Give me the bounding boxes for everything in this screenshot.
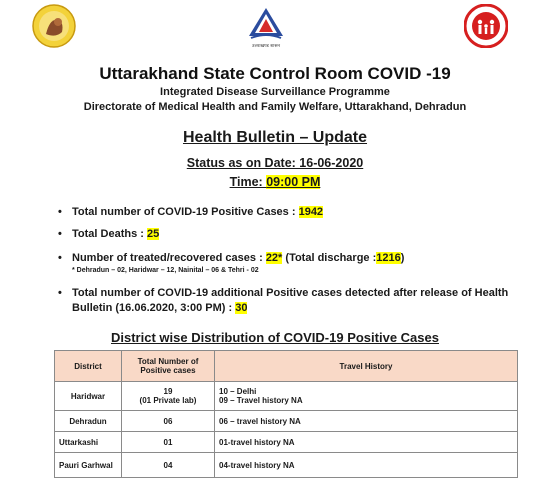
history-cell <box>215 382 518 411</box>
cases-cell: 06 <box>122 411 215 432</box>
additional-value: 30 <box>235 302 248 314</box>
table-row <box>55 432 518 453</box>
district-table <box>54 350 518 478</box>
deaths-label: Total Deaths : <box>72 228 147 240</box>
column-header-district: District <box>55 351 122 382</box>
table-row <box>55 411 518 432</box>
cases-note: (01 Private lab) <box>139 396 197 405</box>
logo-bar <box>0 4 550 50</box>
cases-cell: 01 <box>122 432 215 453</box>
positive-cases-label: Total number of COVID-19 Positive Cases : <box>72 206 299 218</box>
national-health-mission-logo <box>464 4 508 48</box>
recovered-value: 22* <box>265 252 283 264</box>
bulletin-title: Health Bulletin – Update <box>182 129 368 146</box>
discharge-value: 1216 <box>376 252 401 264</box>
control-room-title: Uttarakhand State Control Room COVID -19 <box>99 64 451 83</box>
district-cell: Haridwar <box>55 382 122 411</box>
cases-cell <box>122 382 215 411</box>
history-line: 09 – Travel history NA <box>219 396 303 405</box>
table-row <box>55 453 518 478</box>
history-cell: 01-travel history NA <box>215 432 518 453</box>
deaths-value: 25 <box>146 228 160 240</box>
cases-cell: 04 <box>122 453 215 478</box>
district-cell: Dehradun <box>55 411 122 432</box>
district-cell: Uttarkashi <box>55 432 122 453</box>
emblem-caption: उत्तराखण्ड शासन <box>251 44 281 49</box>
column-header-travel-history: Travel History <box>215 351 518 382</box>
district-table-title: District wise Distribution of COVID-19 Positive Cases <box>111 330 439 345</box>
cases-value: 19 <box>163 387 173 396</box>
directorate-subtitle: Directorate of Medical Health and Family Welfare, Uttarakhand, Dehradun <box>83 101 467 113</box>
uttarakhand-emblem <box>243 4 289 50</box>
additional-label: Total number of COVID-19 additional Positive cases detected after release of Health Bulletin (16.06.2020, 3:00 PM) : <box>72 287 509 314</box>
bullet-icon: • <box>58 206 62 218</box>
discharge-label: (Total discharge : <box>282 252 377 264</box>
time-value: 09:00 PM <box>266 175 321 189</box>
programme-subtitle: Integrated Disease Surveillance Programme <box>160 86 390 98</box>
discharge-close: ) <box>400 252 405 264</box>
time-label: Time: <box>229 175 267 189</box>
table-row <box>55 382 518 411</box>
history-cell: 06 – travel history NA <box>215 411 518 432</box>
bulletin-time <box>0 175 550 189</box>
recovered-label: Number of treated/recovered cases : <box>72 252 266 264</box>
column-header-cases: Total Number of Positive cases <box>122 351 215 382</box>
history-cell: 04-travel history NA <box>215 453 518 478</box>
district-cell: Pauri Garhwal <box>55 453 122 478</box>
bullet-icon: • <box>58 252 62 264</box>
bullet-icon: • <box>58 287 62 299</box>
status-date: Status as on Date: 16-06-2020 <box>186 156 364 170</box>
recovered-note: * Dehradun – 02, Haridwar – 12, Nainital – 06 & Tehri - 02 <box>72 267 259 274</box>
table-header-row <box>55 351 518 382</box>
history-line: 10 – Delhi <box>219 387 257 396</box>
bullet-icon: • <box>58 228 62 240</box>
idsp-logo <box>32 4 76 48</box>
positive-cases-value: 1942 <box>298 206 324 218</box>
